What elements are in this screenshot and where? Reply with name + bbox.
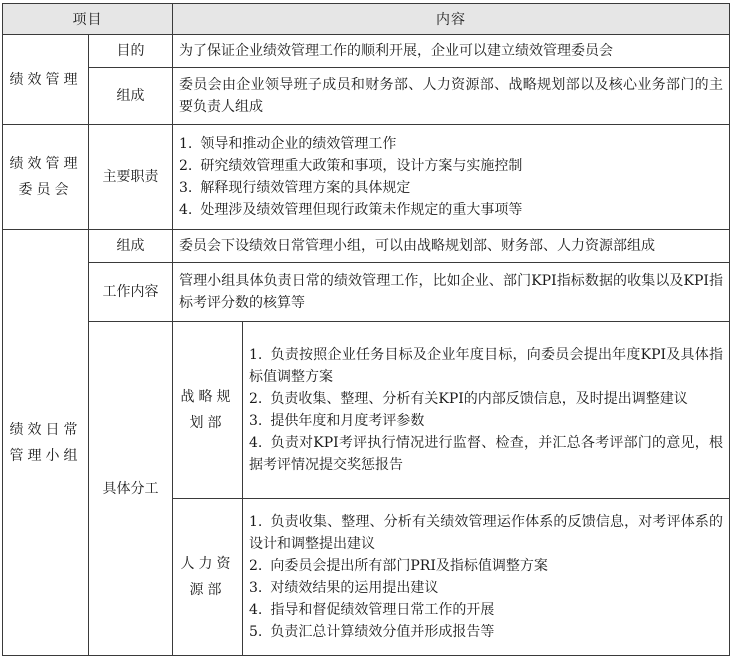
list-item: 1. 负责收集、整理、分析有关绩效管理运作体系的反馈信息，对考评体系的设计和调整提出建议: [249, 514, 723, 552]
dept-strategy-line1: 战略规: [180, 389, 235, 405]
hr-list: [249, 511, 723, 643]
section-committee: [3, 125, 89, 230]
dept-hr: [173, 499, 243, 656]
label-division-of-labor: 具体分工: [89, 322, 173, 656]
dept-strategy-line2: 划部: [189, 415, 226, 431]
list-item: 5. 负责汇总计算绩效分值并形成报告等: [249, 624, 495, 640]
content-strategy: [243, 322, 730, 499]
list-item: 4. 负责对KPI考评执行情况进行监督、检查，并汇总各考评部门的意见，根据考评情况提交奖惩报告: [249, 435, 723, 473]
list-item: 4. 处理涉及绩效管理但现行政策未作规定的重大事项等: [179, 202, 523, 218]
dept-strategy: [173, 322, 243, 499]
row-s3-composition: [3, 230, 730, 263]
dept-hr-line2: 源部: [189, 582, 226, 598]
list-item: 2. 向委员会提出所有部门PRI及指标值调整方案: [249, 558, 548, 574]
header-row: [3, 4, 730, 35]
content-purpose: 为了保证企业绩效管理工作的顺利开展，企业可以建立绩效管理委员会: [173, 35, 730, 68]
section-committee-line1: 绩效管理: [9, 156, 82, 172]
performance-management-table: [2, 3, 730, 656]
section-daily-team: [3, 230, 89, 656]
row-s3-work: [3, 263, 730, 322]
row-s3-strategy: [3, 322, 730, 499]
content-team-composition: 委员会下设绩效日常管理小组，可以由战略规划部、财务部、人力资源部组成: [173, 230, 730, 263]
row-s1-composition: [3, 68, 730, 125]
content-composition: 委员会由企业领导班子成员和财务部、人力资源部、战略规划部以及核心业务部门的主要负责人组成: [173, 68, 730, 125]
label-team-composition: 组成: [89, 230, 173, 263]
section-daily-team-line1: 绩效日常: [9, 421, 82, 438]
content-work: 管理小组具体负责日常的绩效管理工作，比如企业、部门KPI指标数据的收集以及KPI指标考评分数的核算等: [173, 263, 730, 322]
dept-hr-line1: 人力资: [180, 556, 235, 572]
list-item: 3. 对绩效结果的运用提出建议: [249, 580, 439, 596]
row-s2-duties: [3, 125, 730, 230]
header-content: 内容: [173, 4, 730, 35]
list-item: 4. 指导和督促绩效管理日常工作的开展: [249, 602, 495, 618]
section-performance-management: 绩效管理: [3, 35, 89, 125]
section-committee-line2: 委员会: [18, 182, 73, 198]
header-item: 项目: [3, 4, 173, 35]
list-item: 1. 领导和推动企业的绩效管理工作: [179, 136, 397, 152]
list-item: 3. 解释现行绩效管理方案的具体规定: [179, 180, 411, 196]
content-main-duties: [173, 125, 730, 230]
label-work-content: 工作内容: [89, 263, 173, 322]
label-purpose: 目的: [89, 35, 173, 68]
content-hr: [243, 499, 730, 656]
label-main-duties: 主要职责: [89, 125, 173, 230]
list-item: 2. 负责收集、整理、分析有关KPI的内部反馈信息，及时提出调整建议: [249, 391, 688, 407]
section-daily-team-line2: 管理小组: [9, 447, 82, 464]
duties-list: [179, 133, 723, 221]
list-item: 2. 研究绩效管理重大政策和事项，设计方案与实施控制: [179, 158, 523, 174]
strategy-list: [249, 344, 723, 476]
list-item: 3. 提供年度和月度考评参数: [249, 413, 425, 429]
label-composition: 组成: [89, 68, 173, 125]
row-s1-purpose: [3, 35, 730, 68]
list-item: 1. 负责按照企业任务目标及企业年度目标，向委员会提出年度KPI及具体指标值调整方案: [249, 347, 723, 385]
